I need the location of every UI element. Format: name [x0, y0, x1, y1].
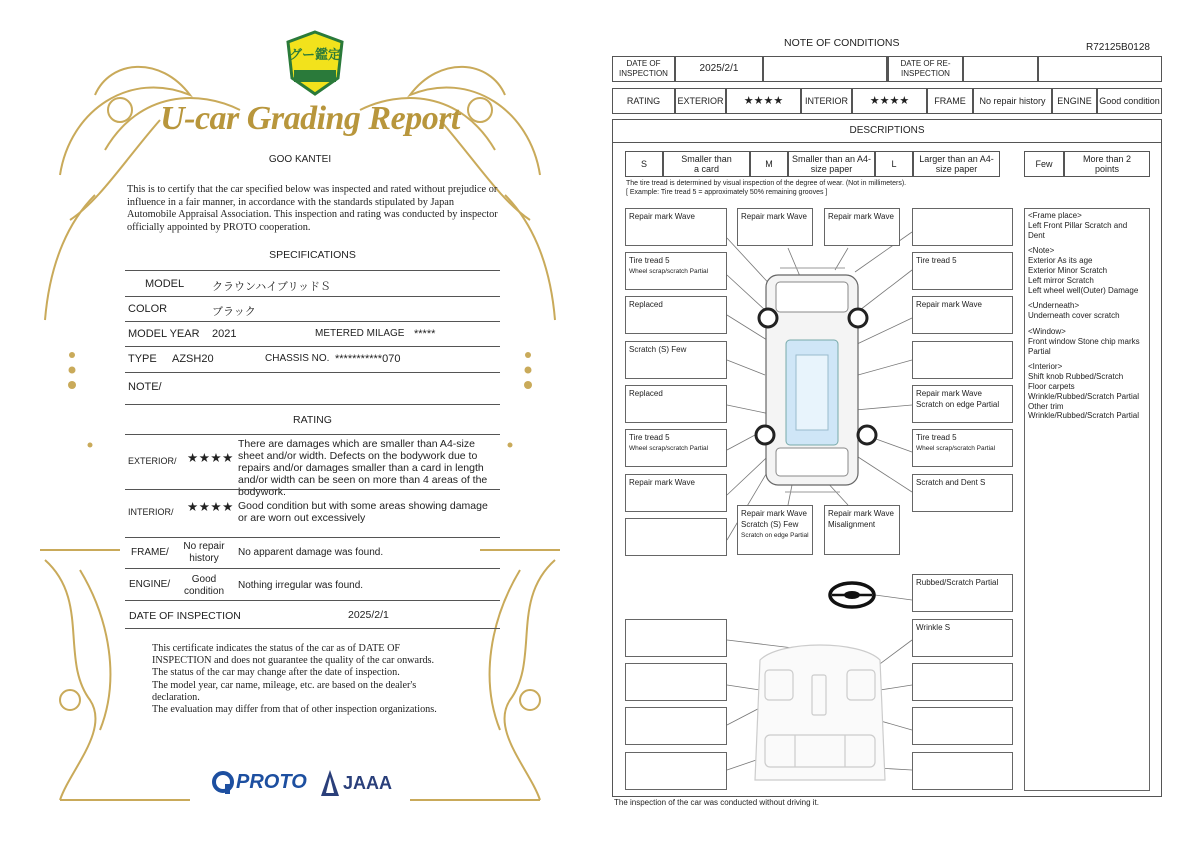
frame-value: No repair history [973, 88, 1052, 114]
damage-box-bottom-1 [737, 505, 813, 555]
damage-box-line: Wheel scrap/scratch Partial [916, 445, 996, 452]
damage-box-left-3: Replaced [625, 296, 727, 334]
inspection-date-label: DATE OF INSPECTION [129, 610, 241, 622]
engine-description: Nothing irregular was found. [238, 580, 364, 591]
damage-box-line: Scratch on edge Partial [741, 532, 809, 539]
divider [125, 600, 500, 601]
legend-s-text: Smaller than a card [663, 151, 750, 177]
goo-kantei-badge [286, 30, 344, 96]
interior-stars: ★★★★ [852, 88, 927, 114]
leader-line [727, 360, 765, 375]
frame-label: FRAME [927, 88, 973, 114]
interior-box-left-1 [625, 619, 727, 657]
interior-box-right-2 [912, 663, 1013, 701]
damage-box-right-6 [912, 429, 1013, 467]
rating-label: RATING [612, 88, 675, 114]
damage-box-line: Scratch (S) Few [741, 520, 799, 529]
interior-box-left-3 [625, 707, 727, 745]
interior-box-left-4 [625, 752, 727, 790]
notes-line: Wrinkle/Rubbed/Scratch Partial [1028, 411, 1140, 421]
damage-box-right-1 [912, 208, 1013, 246]
chassis-label: CHASSIS NO. [265, 353, 330, 364]
leader-line [727, 275, 765, 310]
footer-line: declaration. [152, 691, 200, 703]
leader-line [855, 455, 912, 492]
damage-box-bottom-2 [824, 505, 900, 555]
damage-box-line: Tire tread 5 [629, 256, 670, 265]
color-label: COLOR [128, 303, 168, 315]
damage-box-line: Wheel scrap/scratch Partial [629, 268, 709, 275]
jaaa-logo-text: JAAA [343, 773, 393, 793]
divider [125, 296, 500, 297]
proto-logo-icon [212, 771, 234, 795]
proto-logo-text: PROTO [236, 771, 307, 793]
frame-label: FRAME/ [131, 547, 169, 558]
leader-line [880, 685, 912, 690]
steering-note-box: Rubbed/Scratch Partial [912, 574, 1013, 612]
divider [125, 321, 500, 322]
notes-line: Left Front Pillar Scratch and Dent [1028, 220, 1128, 240]
leader-line [858, 360, 912, 375]
divider [125, 568, 500, 569]
damage-box-left-2 [625, 252, 727, 290]
interior-description: Good condition but with some areas showing damage or are worn out excessively [238, 500, 488, 524]
damage-box-left-5: Replaced [625, 385, 727, 423]
legend-l-text: Larger than an A4-size paper [913, 151, 1000, 177]
divider [125, 404, 500, 405]
divider [125, 489, 500, 490]
tread-example: [ Example: Tire tread 5 = approximately 50% remaining grooves ] [626, 189, 828, 196]
leader-line [855, 405, 912, 410]
notes-line: Shift knob Rubbed/Scratch [1028, 372, 1124, 382]
damage-box-line: Tire tread 5 [629, 433, 670, 442]
car-top-view [766, 268, 858, 492]
sheet-reference: R72125B0128 [1086, 42, 1150, 53]
divider [125, 628, 500, 629]
model-year-label: MODEL YEAR [128, 328, 200, 340]
report-subtitle: GOO KANTEI [268, 154, 332, 165]
type-label: TYPE [128, 353, 157, 365]
footer-line: INSPECTION and does not guarantee the quality of the car onwards. [152, 655, 435, 667]
note-label: NOTE/ [128, 381, 162, 393]
engine-label: ENGINE [1052, 88, 1097, 114]
legend-few-text: More than 2 points [1064, 151, 1150, 177]
descriptions-heading: DESCRIPTIONS [612, 119, 1162, 143]
leader-line [875, 595, 912, 600]
footer-line: The model year, car name, mileage, etc. are based on the dealer's [152, 679, 417, 691]
notes-line: Other trim [1028, 401, 1064, 411]
exterior-stars: ★★★★ [187, 451, 234, 465]
notes-line: Exterior As its age [1028, 256, 1093, 266]
damage-box-right-3: Repair mark Wave [912, 296, 1013, 334]
interior-box-right-3 [912, 707, 1013, 745]
legend-m-key: M [750, 151, 788, 177]
footer-line: The evaluation may differ from that of other inspection organizations. [152, 704, 437, 716]
jaaa-logo-icon [320, 769, 340, 797]
damage-box-left-1: Repair mark Wave [625, 208, 727, 246]
exterior-label: EXTERIOR [675, 88, 726, 114]
notes-line: <Interior> [1028, 362, 1063, 372]
car-interior-view [755, 645, 885, 780]
damage-box-line: Wheel scrap/scratch Partial [629, 445, 709, 452]
damage-box-left-7: Repair mark Wave [625, 474, 727, 512]
footer-line: The status of the car may change after the date of inspection. [152, 667, 400, 679]
leader-line [727, 685, 760, 690]
notes-line: <Note> [1028, 246, 1055, 256]
engine-value: Good condition [183, 574, 225, 597]
damage-box-right-2: Tire tread 5 [912, 252, 1013, 290]
interior-box-left-2 [625, 663, 727, 701]
footer-line: This certificate indicates the status of the car as of DATE OF [152, 643, 401, 654]
notes-panel [1024, 208, 1150, 791]
sheet-title: NOTE OF CONDITIONS [784, 37, 900, 49]
frame-description: No apparent damage was found. [238, 547, 384, 558]
divider [125, 270, 500, 271]
notes-line: Underneath cover scratch [1028, 311, 1120, 321]
tread-note: The tire tread is determined by visual inspection of the degree of wear. (Not in millimeters). [626, 180, 907, 187]
interior-label: INTERIOR/ [128, 507, 174, 517]
specifications-heading: SPECIFICATIONS [269, 249, 356, 261]
divider [125, 537, 500, 538]
notes-line: Front window Stone chip marks Partial [1028, 336, 1140, 356]
damage-box-right-4 [912, 341, 1013, 379]
damage-box-left-8 [625, 518, 727, 556]
exterior-label: EXTERIOR/ [128, 456, 177, 466]
interior-box-right-1: Wrinkle S [912, 619, 1013, 657]
damage-box-line: Repair mark Wave [741, 509, 807, 518]
damage-box-right-7: Scratch and Dent S [912, 474, 1013, 512]
notes-line: Left wheel well(Outer) Damage [1028, 285, 1139, 295]
model-value: クラウンハイブリッドＳ [212, 281, 332, 293]
notes-line: Floor carpets [1028, 381, 1075, 391]
interior-box-right-4 [912, 752, 1013, 790]
badge-text: グー鑑定 [288, 47, 341, 62]
damage-box-line: Repair mark Wave [828, 509, 894, 518]
legend-s-key: S [625, 151, 663, 177]
notes-line: Exterior Minor Scratch [1028, 265, 1108, 275]
engine-label: ENGINE/ [129, 579, 171, 590]
rating-heading: RATING [293, 414, 332, 426]
chassis-value: ***********070 [335, 353, 401, 365]
notes-line: Left mirror Scratch [1028, 275, 1094, 285]
report-title: U-car Grading Report [160, 100, 460, 137]
legend-l-key: L [875, 151, 913, 177]
notes-line: <Underneath> [1028, 301, 1080, 311]
divider [125, 372, 500, 373]
model-label: MODEL [145, 278, 185, 290]
milage-label: METERED MILAGE [315, 328, 405, 339]
leader-line [727, 435, 755, 450]
model-year-value: 2021 [212, 328, 237, 340]
leader-line [860, 270, 912, 310]
date-inspection-value: 2025/2/1 [675, 56, 763, 82]
frame-value: No repair history [183, 541, 225, 564]
damage-box-top-2: Repair mark Wave [824, 208, 900, 246]
interior-stars: ★★★★ [187, 500, 234, 514]
leader-line [835, 248, 848, 270]
notes-line: <Window> [1028, 326, 1066, 336]
interior-label: INTERIOR [801, 88, 852, 114]
divider [125, 434, 500, 435]
exterior-stars: ★★★★ [726, 88, 801, 114]
damage-box-line: Tire tread 5 [916, 433, 957, 442]
damage-box-left-4: Scratch (S) Few [625, 341, 727, 379]
color-value: ブラック [212, 306, 256, 318]
exterior-description: There are damages which are smaller than A4-size sheet and/or width. Defects on the bodywork due to repairs and/or damages smaller than a card in length and/or width can be seen on more than 4 areas of the bodywork. [238, 438, 488, 498]
damage-box-top-1: Repair mark Wave [737, 208, 813, 246]
sheet-footer: The inspection of the car was conducted without driving it. [614, 798, 819, 807]
legend-few-key: Few [1024, 151, 1064, 177]
note-of-conditions-sheet [600, 0, 1200, 848]
damage-box-line: Misalignment [828, 520, 876, 529]
legend-m-text: Smaller than an A4-size paper [788, 151, 875, 177]
steering-wheel-icon [830, 583, 874, 607]
shield-logo-icon [286, 30, 344, 96]
damage-box-right-5 [912, 385, 1013, 423]
certificate-footer [152, 643, 482, 716]
type-value: AZSH20 [172, 353, 214, 365]
certificate-intro: This is to certify that the car specified below was inspected and rated without prejudice or influence in a fair manner, in accordance with the standards stipulated by Japan Automobile Appraisal Association. This inspection and rating was conducted by inspector officially appointed by PROTO cooperation. [127, 184, 498, 233]
damage-box-line: Scratch on edge Partial [916, 400, 1000, 409]
engine-value: Good condition [1097, 88, 1162, 114]
damage-box-left-6 [625, 429, 727, 467]
date-inspection-label: DATE OF INSPECTION [612, 56, 675, 82]
milage-value: ***** [414, 328, 436, 340]
divider [125, 346, 500, 347]
date-reinspection-label: DATE OF RE-INSPECTION [888, 56, 963, 82]
notes-line: <Frame place> [1028, 211, 1082, 220]
notes-line: Wrinkle/Rubbed/Scratch Partial [1028, 391, 1140, 401]
inspection-date-value: 2025/2/1 [348, 609, 389, 621]
damage-box-line: Repair mark Wave [916, 389, 982, 398]
